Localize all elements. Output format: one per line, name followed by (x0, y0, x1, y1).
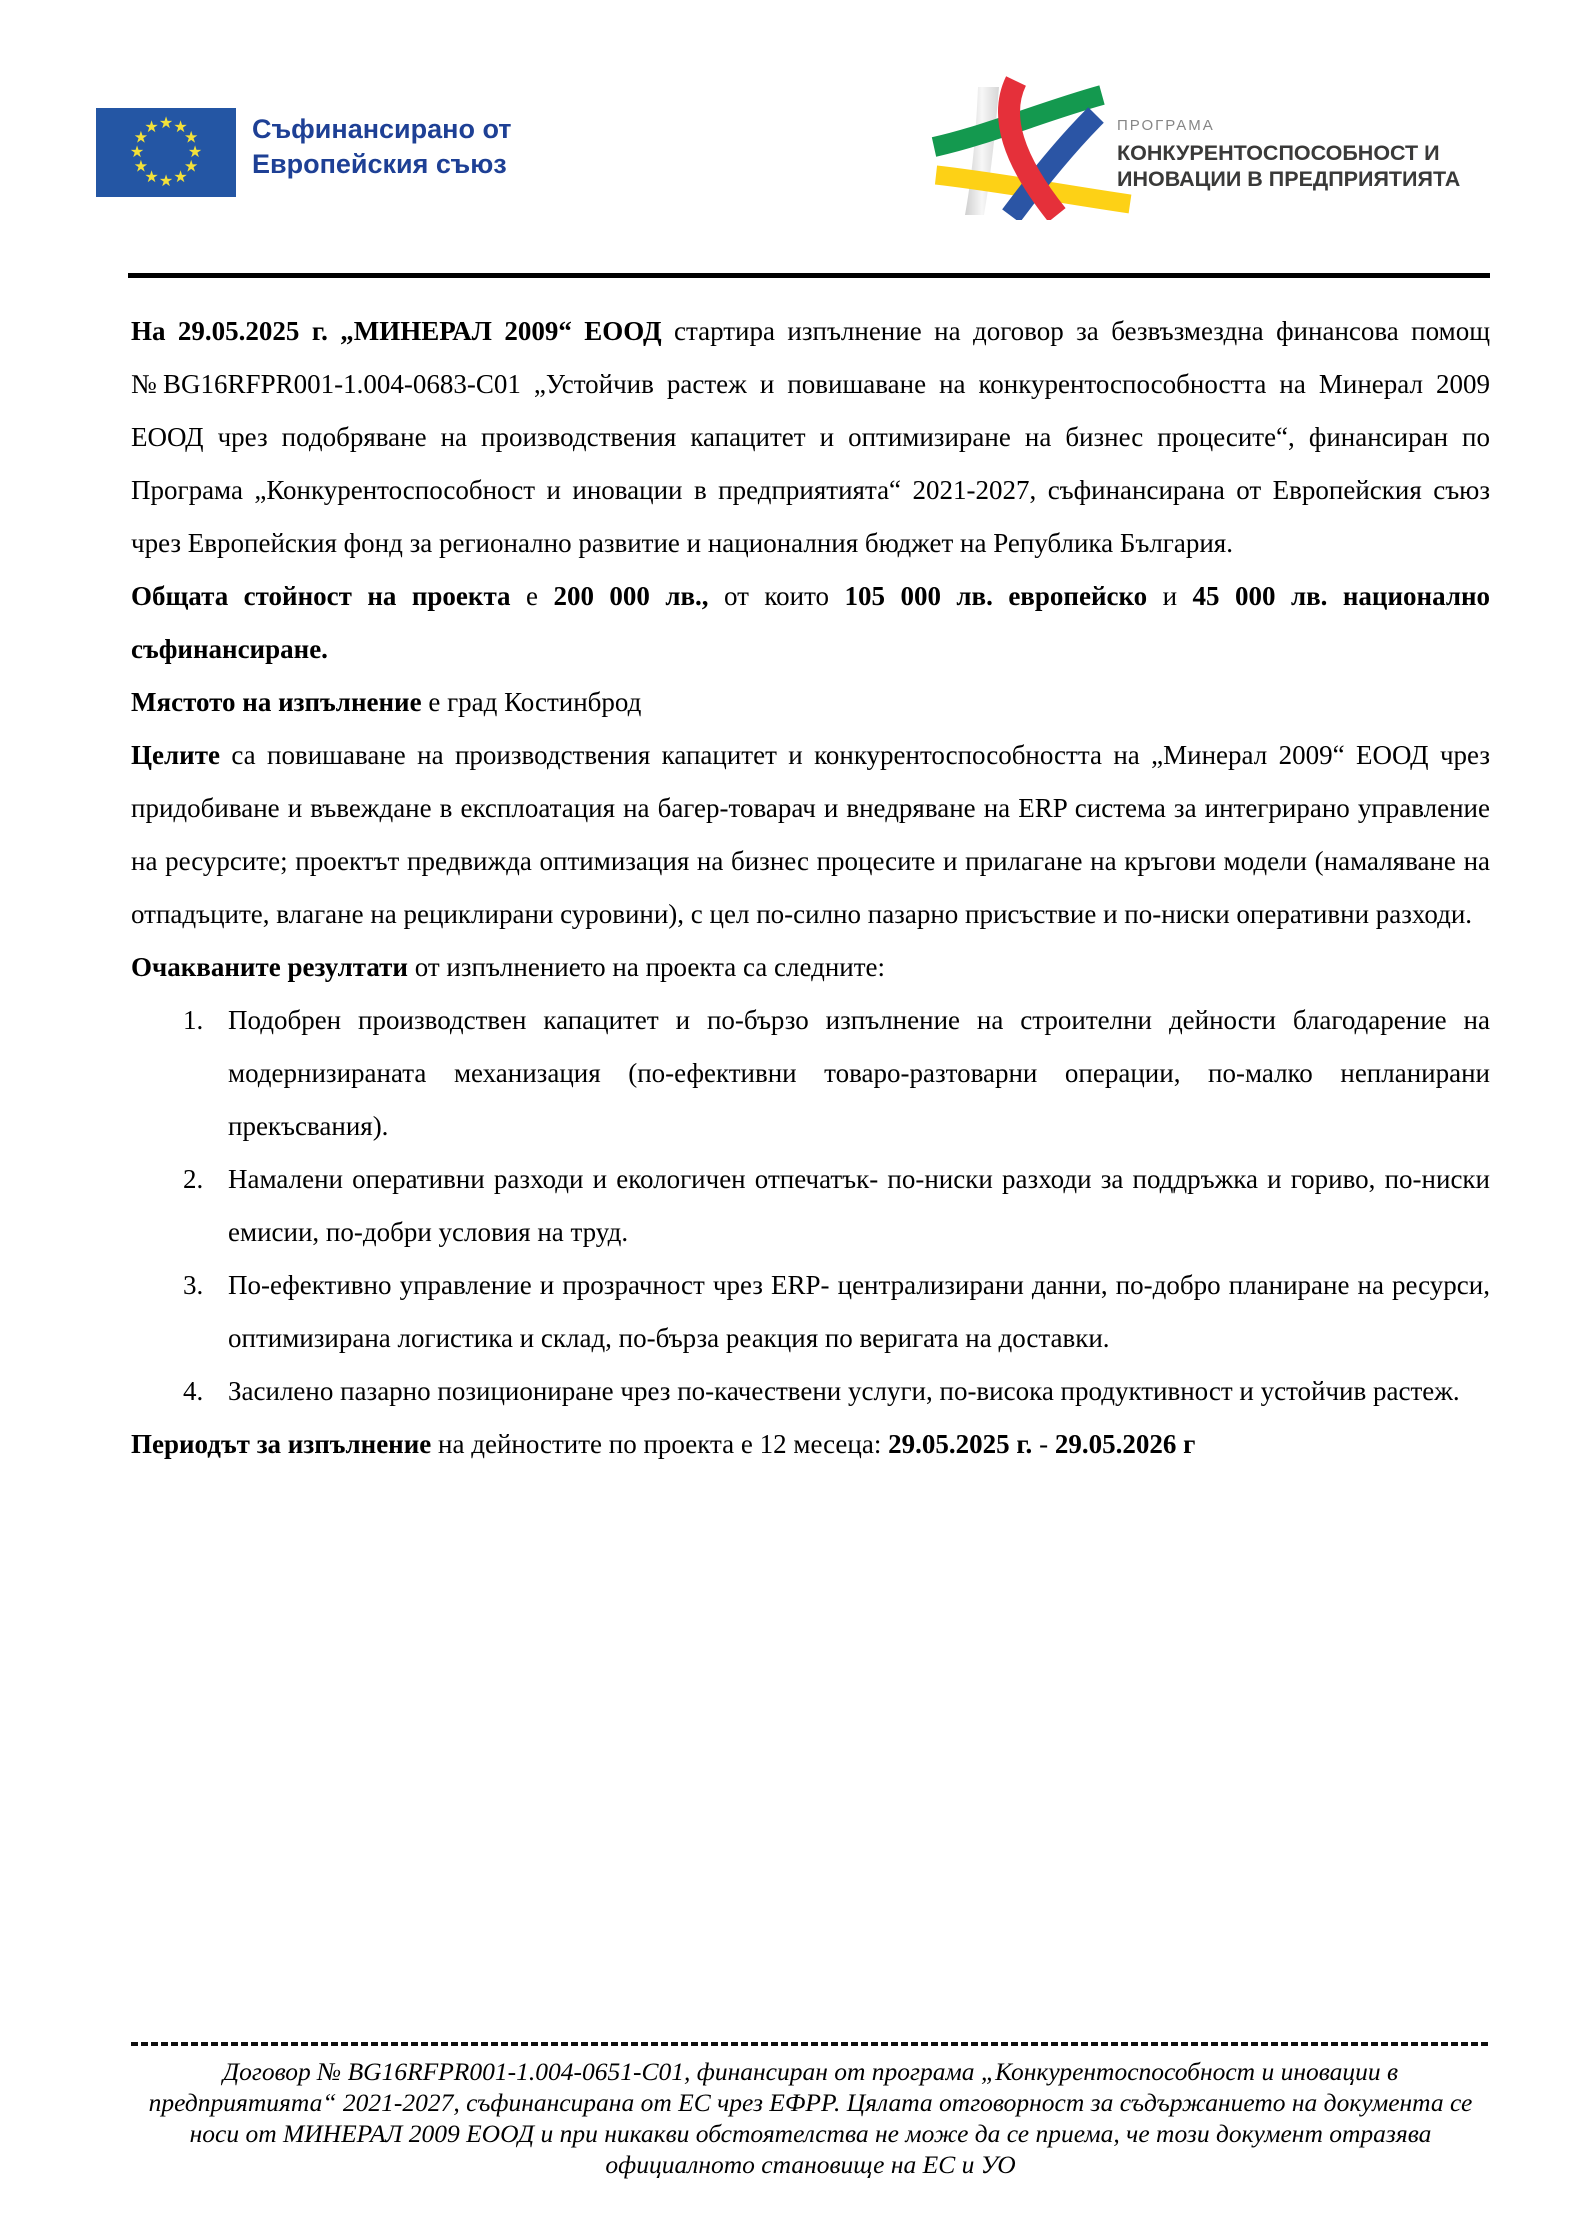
eu-flag-icon (96, 108, 236, 197)
document-body (131, 305, 1490, 1471)
program-logo-text (1117, 117, 1460, 192)
eu-star-icon (143, 118, 161, 136)
program-logo (928, 58, 1138, 220)
item-number: 2. (183, 1164, 204, 1194)
item-text: По-ефективно управление и прозрачност чрез ERP- централизирани данни, по-добро планиране на ресурси, оптимизирана логистика и склад, по-бърза реакция по веригата на доставки. (228, 1270, 1490, 1353)
eu-logo-text-line2: Европейския съюз (252, 149, 507, 179)
item-number: 3. (183, 1270, 204, 1300)
item-number: 4. (183, 1376, 204, 1406)
list-item (131, 1153, 1490, 1259)
footer-disclaimer: Договор № BG16RFPR001-1.004-0651-C01, финансиран от програма „Конкурентоспособност и иновации в предприятията“ 2021-2027, съфинансирана от ЕС чрез ЕФРР. Цялата отговорност за съдържанието на документа се носи от МИНЕРАЛ 2009 ЕООД и при никакви обстоятелства не може да се приема, че този документ отразява официалното становище на ЕС и УО (148, 2057, 1473, 2179)
paragraph-intro: На 29.05.2025 г. „МИНЕРАЛ 2009“ ЕООД стартира изпълнение на договор за безвъзмездна финансова помощ №BG16RFPR001-1.004-0683-C01 „Устойчив растеж и повишаване на конкурентоспособността на Минерал 2009 ЕООД чрез подобряване на производствения капацитет и оптимизиране на бизнес процесите“, финансиран по Програма „Конкурентоспособност и иновации в предприятията“ 2021-2027, съфинансирана от Европейския съюз чрез Европейския фонд за регионално развитие и националния бюджет на Република България. (131, 316, 1490, 558)
paragraph-budget: Общата стойност на проекта е 200 000 лв., от които 105 000 лв. европейско и 45 000 лв. национално съфинансиране. (131, 581, 1491, 664)
paragraph-period: Периодът за изпълнение на дейностите по проекта е 12 месеца: 29.05.2025 г. - 29.05.2026 г (131, 1429, 1196, 1459)
item-text: Подобрен производствен капацитет и по-бързо изпълнение на строителни дейности благодарение на модернизираната механизация (по-ефективни товаро-разтоварни операции, по-малко непланирани прекъсвания). (228, 1005, 1490, 1141)
item-number: 1. (183, 1005, 204, 1035)
program-kicker: ПРОГРАМА (1117, 117, 1215, 134)
eu-logo-text (252, 112, 512, 182)
paragraph-location: Мястото на изпълнение е град Костинброд (131, 687, 642, 717)
results-heading: Очакваните резултати от изпълнението на проекта са следните: (131, 952, 886, 982)
eu-logo-text-line1: Съфинансирано от (252, 114, 512, 144)
item-text: Засилено пазарно позициониране чрез по-качествени услуги, по-висока продуктивност и устойчив растеж. (228, 1376, 1460, 1406)
paragraph-goals: Целите са повишаване на производствения капацитет и конкурентоспособността на „Минерал 2009“ ЕООД чрез придобиване и въвеждане в експлоатация на багер-товарач и внедряване на ERP система за интегрирано управление на ресурсите; проектът предвижда оптимизация на бизнес процесите и прилагане на кръгови модели (намаляване на отпадъците, влагане на рециклирани суровини), с цел по-силно пазарно присъствие и по-ниски оперативни разходи. (131, 740, 1491, 929)
footer-divider (131, 2042, 1490, 2046)
list-item (131, 1365, 1490, 1418)
results-list (131, 994, 1490, 1418)
program-title-line1: КОНКУРЕНТОСПОСОБНОСТ И (1117, 141, 1440, 165)
list-item (131, 994, 1490, 1153)
program-title-line2: ИНОВАЦИИ В ПРЕДПРИЯТИЯТА (1117, 167, 1461, 191)
document-footer (131, 2042, 1490, 2180)
item-text: Намалени оперативни разходи и екологичен отпечатък- по-ниски разходи за поддръжка и гориво, по-ниски емисии, по-добри условия на труд. (228, 1164, 1490, 1247)
program-ribbons-icon (928, 58, 1138, 220)
list-item (131, 1259, 1490, 1365)
header-divider (128, 273, 1490, 278)
